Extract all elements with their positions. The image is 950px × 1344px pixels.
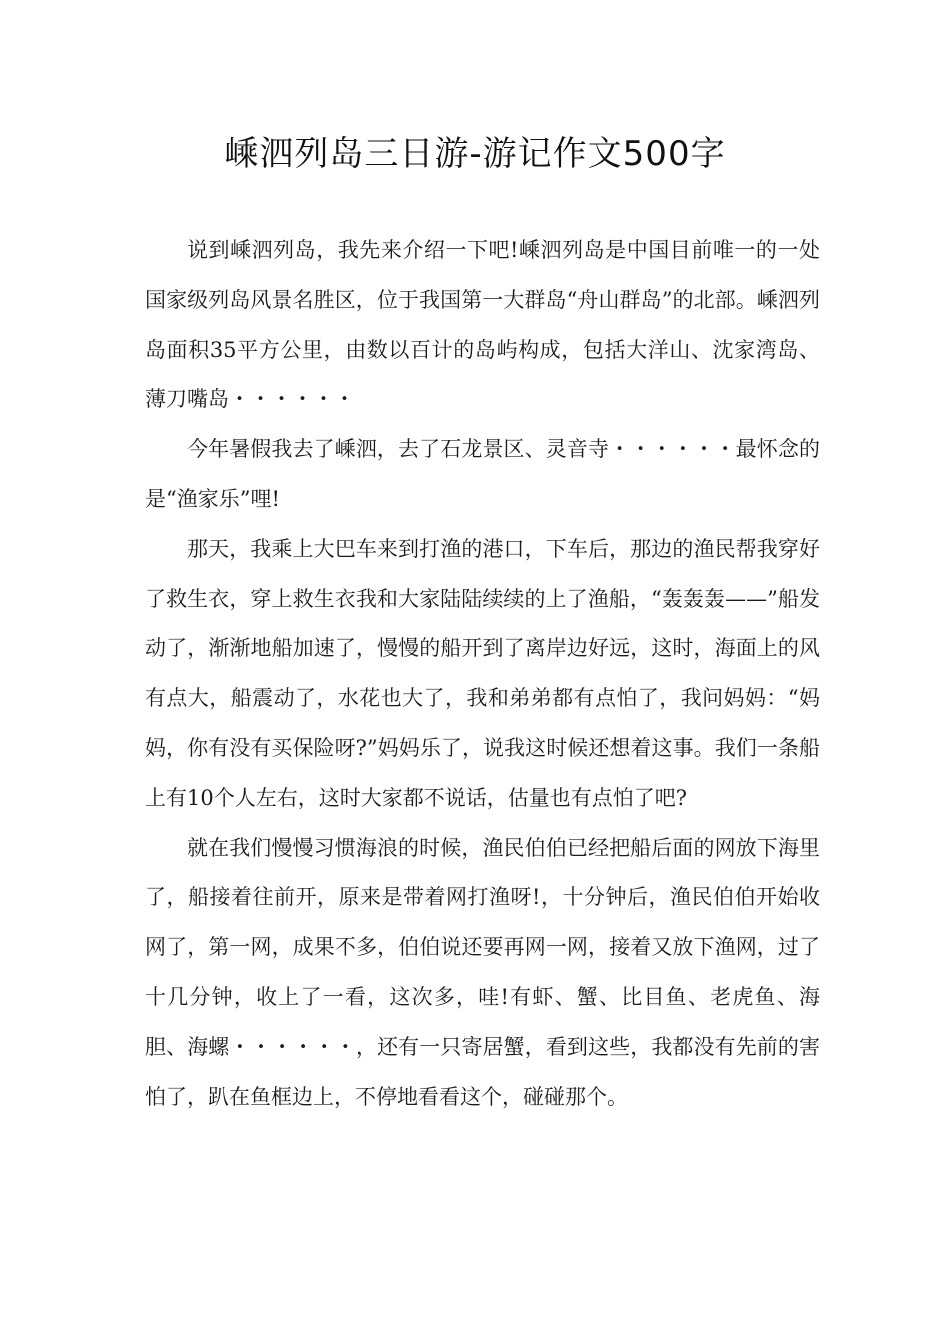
document-body xyxy=(145,226,820,1122)
paragraph-intro: 说到嵊泗列岛，我先来介绍一下吧!嵊泗列岛是中国目前唯一的一处国家级列岛风景名胜区，位于我国第一大群岛“舟山群岛”的北部。嵊泗列岛面积35平方公里，由数以百计的岛屿构成，包括大洋山、沈家湾岛、薄刀嘴岛・・・・・・ xyxy=(145,238,820,412)
paragraph-fishing: 就在我们慢慢习惯海浪的时候，渔民伯伯已经把船后面的网放下海里了，船接着往前开，原来是带着网打渔呀!，十分钟后，渔民伯伯开始收网了，第一网，成果不多，伯伯说还要再网一网，接着又放下渔网，过了十几分钟，收上了一看，这次多，哇!有虾、蟹、比目鱼、老虎鱼、海胆、海螺・・・・・・，还有一只寄居蟹，看到这些，我都没有先前的害怕了，趴在鱼框边上，不停地看看这个，碰碰那个。 xyxy=(145,835,820,1109)
paragraph-summer-trip: 今年暑假我去了嵊泗，去了石龙景区、灵音寺・・・・・・最怀念的是“渔家乐”哩! xyxy=(145,437,820,511)
paragraph-boat-ride: 那天，我乘上大巴车来到打渔的港口，下车后，那边的渔民帮我穿好了救生衣，穿上救生衣我和大家陆陆续续的上了渔船，“轰轰轰——”船发动了，渐渐地船加速了，慢慢的船开到了离岸边好远，这时，海面上的风有点大，船震动了，水花也大了，我和弟弟都有点怕了，我问妈妈：“妈妈，你有没有买保险呀?”妈妈乐了，说我这时候还想着这事。我们一条船上有10个人左右，这时大家都不说话，估量也有点怕了吧? xyxy=(145,536,820,810)
document-title: 嵊泗列岛三日游-游记作文500字 xyxy=(224,134,726,174)
